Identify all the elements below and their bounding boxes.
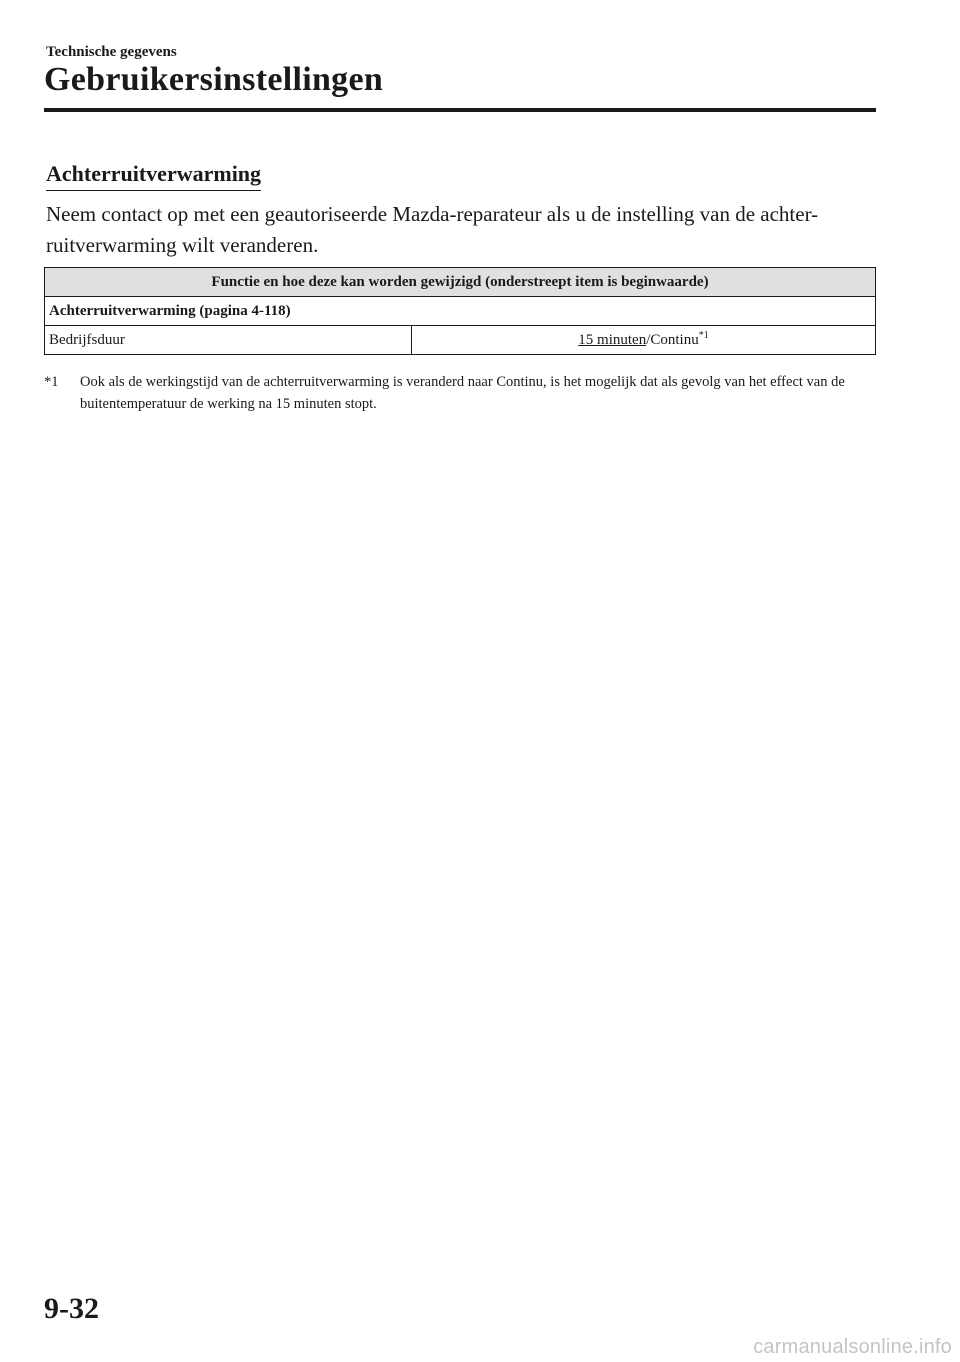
chapter-label: Technische gegevens <box>46 44 177 60</box>
footnote-text: Ook als de werkingstijd van de achterruitverwarming is veranderd naar Continu, is het mogelijk dat als gevolg van het effect van de buitentemperatuur de werking na 15 minuten stopt. <box>80 374 845 412</box>
page-number: 9-32 <box>44 1292 99 1325</box>
table-group-cell: Achterruitverwarming (pagina 4-118) <box>45 297 876 326</box>
footnote-marker: *1 <box>44 374 59 390</box>
watermark: carmanualsonline.info <box>753 1336 952 1358</box>
table-row <box>45 326 876 355</box>
page-title: Gebruikersinstellingen <box>44 61 384 98</box>
table-group-row <box>45 297 876 326</box>
setting-value <box>412 326 876 355</box>
footnote <box>44 371 878 415</box>
section-heading: Achterruitverwarming <box>46 160 261 191</box>
default-value: 15 minuten <box>578 331 647 348</box>
title-divider <box>44 108 876 112</box>
value-separator: / <box>646 331 651 348</box>
intro-paragraph: Neem contact op met een geautoriseerde Mazda-reparateur als u de instelling van de achter- ruitverwarming wilt veranderen. <box>46 202 819 257</box>
alternate-value: Continu <box>650 331 699 348</box>
settings-table <box>44 267 876 355</box>
footnote-reference: *1 <box>698 329 709 341</box>
table-header-row <box>45 268 876 297</box>
table-header-cell: Functie en hoe deze kan worden gewijzigd (onderstreept item is beginwaarde) <box>45 268 876 297</box>
setting-label: Bedrijfsduur <box>45 326 412 355</box>
